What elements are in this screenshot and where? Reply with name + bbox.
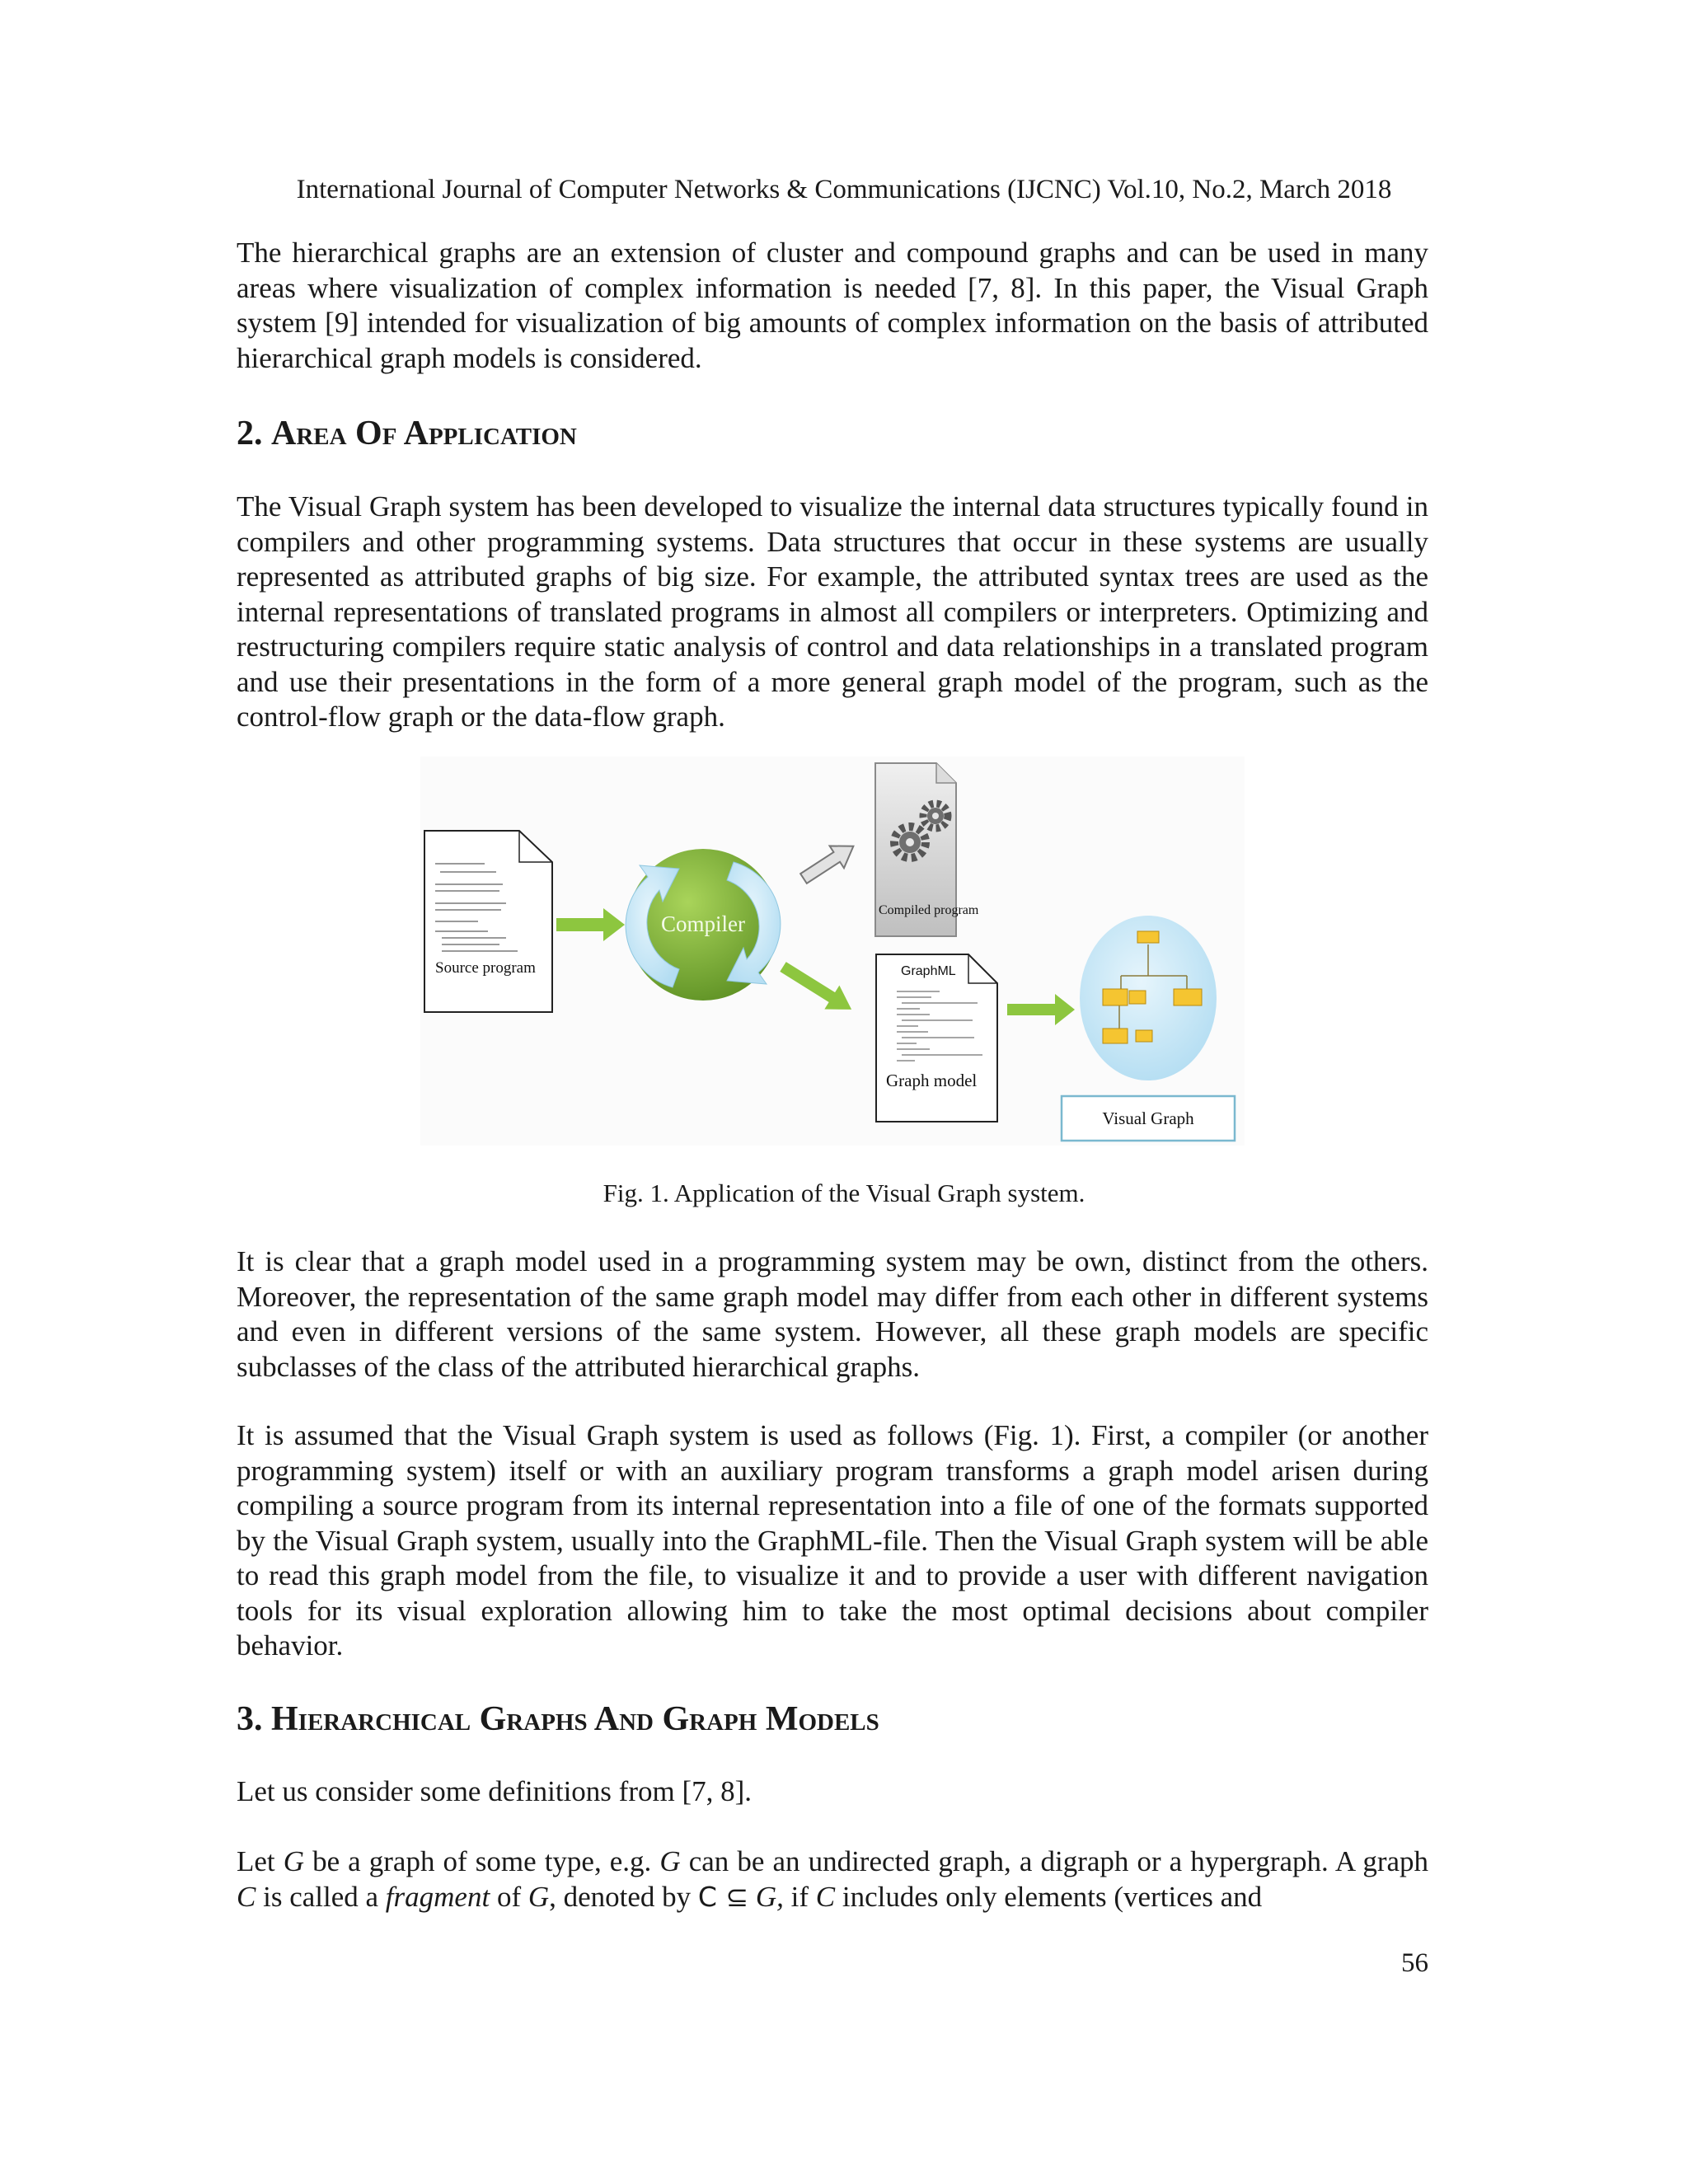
section-3-title: Hierarchical Graphs And Graph Models [271, 1700, 879, 1738]
subset-notation: C ⊆ [697, 1880, 749, 1913]
graph-node-bottom-right [1136, 1030, 1152, 1042]
section-2-paragraph-2: It is clear that a graph model used in a programming system may be own, distinct from the others. Moreover, the representation of the same graph model may differ from each other in different systems and even in different versions of the same system. However, all these graph models are specific subclasses of the class of the attributed hierarchical graphs. [237, 1245, 1428, 1383]
visual-graph-label: Visual Graph [1102, 1108, 1194, 1128]
figure-1-caption: Fig. 1. Application of the Visual Graph system. [603, 1179, 1085, 1207]
source-program-document [424, 831, 552, 1012]
graph-node-right [1174, 989, 1202, 1005]
section-2-paragraph-2-block [237, 1244, 1428, 1385]
section-2-paragraph-1-block [237, 490, 1428, 735]
text-run: be a graph of some type, e.g. [304, 1845, 660, 1877]
text-run: if [783, 1880, 816, 1913]
compiled-program-label: Compiled program [879, 903, 979, 917]
graph-node-root [1137, 931, 1159, 943]
math-var-G: G [283, 1845, 304, 1877]
text-run: , denoted by [549, 1880, 698, 1913]
section-2-paragraph-3: It is assumed that the Visual Graph system is used as follows (Fig. 1). First, a compiler (or another programming system) itself or with an auxiliary program transforms a graph model arisen during compiling a source program from its internal representation into a file of one of the formats supported by the Visual Graph system, usually into the GraphML-file. Then the Visual Graph system will be able to read this graph model from the file, to visualize it and to provide a user with different navigation tools for its visual exploration allowing him to take the most optimal decisions about compiler behavior. [237, 1419, 1428, 1661]
section-3-number: 3. [237, 1700, 263, 1738]
figure-1 [420, 757, 1245, 1146]
section-3-paragraph-2-block [237, 1844, 1428, 1915]
math-var-G: G [528, 1880, 550, 1913]
graphml-label: GraphML [901, 964, 956, 978]
source-program-label: Source program [435, 959, 536, 977]
visual-graph-circle [1080, 916, 1217, 1080]
graph-node-bottom-left [1103, 1029, 1128, 1043]
text-run: of [490, 1880, 528, 1913]
section-2-number: 2. [237, 415, 263, 452]
math-var-G: G [659, 1845, 681, 1877]
section-2-paragraph-1: The Visual Graph system has been developed to visualize the internal data structures typically found in compilers and other programming systems. Data structures that occur in these systems are usually represented as attributed graphs of big size. For example, the attributed syntax trees are used as the internal representations of translated programs in almost all compilers or interpreters. Optimizing and restructuring compilers require static analysis of control and data relationships in a translated program and use their presentations in the form of a more general graph model of the program, such as the control-flow graph or the data-flow graph. [237, 490, 1428, 733]
text-run: can be an undirected graph, a digraph or a hypergraph. A graph [680, 1845, 1429, 1877]
intro-paragraph: The hierarchical graphs are an extension of cluster and compound graphs and can be used in many areas where visualization of complex information is needed [7, 8]. In this paper, the Visual Graph system [9] intended for visualization of big amounts of complex information on the basis of attributed hierarchical graph models is considered. [237, 237, 1428, 374]
math-var-G: G, [748, 1880, 784, 1913]
visual-graph-label-box [1062, 1096, 1235, 1141]
running-header: International Journal of Computer Networks & Communications (IJCNC) Vol.10, No.2, March 2018 [296, 175, 1392, 204]
compiler-label: Compiler [661, 912, 745, 936]
section-2-heading [237, 410, 1428, 457]
page-number: 56 [1401, 1948, 1428, 1978]
section-3-paragraph-1: Let us consider some definitions from [7, 8]. [237, 1775, 753, 1807]
section-3-heading [237, 1696, 1428, 1742]
section-2-paragraph-3-block [237, 1418, 1428, 1664]
graph-node-left [1103, 989, 1128, 1005]
math-var-C: C [237, 1880, 256, 1913]
graphml-document [876, 954, 997, 1122]
section-3-paragraph-2 [237, 1844, 1428, 1915]
figure-1-diagram [420, 757, 1245, 1146]
math-var-C: C [815, 1880, 836, 1913]
graph-node-mid [1129, 991, 1146, 1004]
section-2-title: Area Of Application [271, 415, 577, 452]
section-3-paragraph-1-block [237, 1774, 1428, 1810]
term-fragment: fragment [385, 1880, 490, 1913]
text-run: includes only elements (vertices and [835, 1880, 1263, 1913]
graph-model-label: Graph model [886, 1071, 978, 1090]
intro-paragraph-block [237, 236, 1428, 376]
text-run: is called a [256, 1880, 386, 1913]
text-run: Let [237, 1845, 284, 1877]
